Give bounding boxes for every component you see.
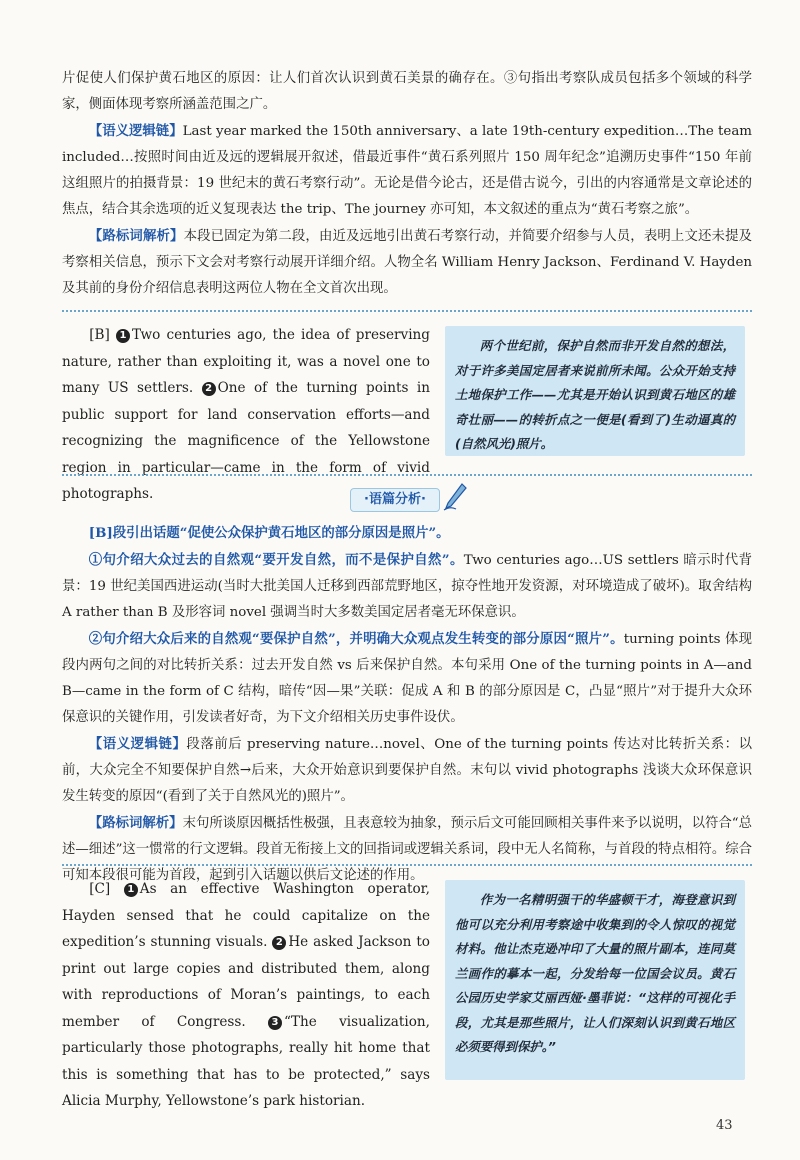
logic-text: 段落前后 preserving nature…novel、One of the turning points 传达对比转折关系：以前，大众完全不知要保护自然→后来，大众开始意识到要保护自然。末句以 vivid photographs 浅谈大众环保意识发生转变的原因“(看到了关于自然风光的)照片”。 [62, 737, 752, 804]
sentence: One of the turning points in public support for land conservation efforts—and recognizing the magnificence of the Yellowstone region in particular—came in the form of vivid photographs. [62, 380, 430, 502]
sentence: Two centuries ago, the idea of preserving nature, rather than exploiting it, was a novel one to many US settlers. [62, 327, 430, 396]
sign-tag: 【路标词解析】 [88, 228, 184, 244]
sentence-number: 1 [124, 883, 138, 897]
analysis-point-2 [62, 626, 752, 731]
translation-text: 作为一名精明强干的华盛顿干才，海登意识到他可以充分利用考察途中收集到的令人惊叹的视觉材料。他让杰克逊冲印了大量的照片副本，连同莫兰画作的摹本一起，分发给每一位国会议员。黄石公园历史学家艾丽西娅·墨菲说：“这样的可视化手段，尤其是那些照片，让人们深刻认识到黄石地区必须要得到保护。” [455, 892, 735, 1054]
intro-sign-paragraph [62, 223, 752, 302]
intro-line: 片促使人们保护黄石地区的原因：让人们首次认识到黄石美景的确存在。③句指出考察队成员包括多个领域的科学家，侧面体现考察所涵盖范围之广。 [62, 71, 752, 112]
logic-text: Last year marked the 150th anniversary、a late 19th-century expedition…The team included…按照时间由近及远的逻辑展开叙述，借最近事件“黄石系列照片 150 周年纪念”追溯历史事件“150 年前这组照片的拍摄背景：19 世纪末的黄石考察行动”。无论是借今论古，还是借古说今，引出的内容通常是文章论述的焦点，结合其余选项的近义复现表达 the trip、The journey 亦可知，本文叙述的重点为“黄石考察之旅”。 [62, 124, 753, 217]
sentence: “The visualization, particularly those photographs, really hit home that this is something that has to be protected,” says Alicia Murphy, Yellowstone’s park historian. [62, 1013, 430, 1109]
analysis-intro [62, 520, 752, 547]
logic-tag: 【语义逻辑链】 [88, 736, 187, 752]
point-2-heading: ②句介绍大众后来的自然观“要保护自然”，并明确大众观点发生转变的部分原因“照片”。 [88, 631, 624, 647]
analysis-heading-label: ·语篇分析· [350, 488, 440, 512]
intro-section [62, 66, 752, 302]
divider [62, 474, 752, 476]
sign-text: 末句所谈原因概括性极强，且表意较为抽象，预示后文可能回顾相关事件来予以说明，以符合“总述—细述”这一惯常的行文逻辑。段首无衔接上文的回指词或逻辑关系词，段中无人名简称，与首段的特点相符。综合可知本段很可能为首段，起到引入话题以供后文论述的作用。 [62, 816, 752, 883]
sentence-number: 1 [116, 329, 130, 343]
paragraph-b-english [62, 322, 430, 508]
sign-tag: 【路标词解析】 [88, 815, 183, 831]
analysis-point-1 [62, 547, 752, 626]
sentence: He asked Jackson to print out large copies and distributed them, along with reproductions of Moran’s paintings, to each member of Congress. [62, 934, 430, 1030]
analysis-heading [330, 488, 470, 512]
sentence: As an effective Washington operator, Hayden sensed that he could capitalize on the expedition’s stunning visuals. [62, 881, 431, 950]
pen-icon [442, 482, 468, 512]
divider [62, 310, 752, 312]
logic-tag: 【语义逻辑链】 [88, 123, 183, 139]
page-number: 43 [716, 1118, 733, 1133]
paragraph-c-text [62, 876, 430, 1115]
translation-text: 两个世纪前，保护自然而非开发自然的想法，对于许多美国定居者来说前所未闻。公众开始支持土地保护工作——尤其是开始认识到黄石地区的雄奇壮丽——的转折点之一便是(看到了)生动逼真的(自然风光)照片。 [455, 338, 735, 451]
point-2-text: turning points 体现段内两句之间的对比转折关系：过去开发自然 vs 后来保护自然。本句采用 One of the turning points in A—and B—came in the form of C 结构，暗传“因—果”关联：促成 A 和 B 的部分原因是 C，凸显“照片”对于提升大众环保意识的关键作用，引发读者好奇，为下文介绍相关历史事件设伏。 [62, 632, 752, 725]
sentence-number: 3 [268, 1016, 282, 1030]
intro-logic-paragraph [62, 118, 752, 223]
sentence-number: 2 [272, 936, 286, 950]
analysis-intro-text: [B]段引出话题“促使公众保护黄石地区的部分原因是照片”。 [88, 525, 450, 541]
point-1-text: Two centuries ago…US settlers 暗示时代背景：19 世纪美国西进运动(当时大批美国人迁移到西部荒野地区，掠夺性地开发资源，对环境造成了破坏)。取舍结构 A rather than B 及形容词 novel 强调当时大多数美国定居者毫无环保意识。 [62, 553, 752, 620]
divider [62, 864, 752, 866]
analysis-logic-paragraph [62, 731, 752, 810]
sentence-number: 2 [202, 382, 216, 396]
point-1-heading: ①句介绍大众过去的自然观“要开发自然，而不是保护自然”。 [88, 552, 464, 568]
sign-text: 本段已固定为第二段，由近及远地引出黄石考察行动，并简要介绍参与人员，表明上文还未提及考察相关信息，预示下文会对考察行动展开详细介绍。人物全名 William Henry Jackson、Ferdinand V. Hayden 及其前的身份介绍信息表明这两位人物在全文首次出现。 [62, 229, 752, 296]
paragraph-c-english [62, 876, 430, 1115]
analysis-section [62, 520, 752, 889]
paragraph-label: [B] [89, 327, 110, 343]
paragraph-b-translation [445, 326, 745, 456]
paragraph-b-text [62, 322, 430, 508]
paragraph-c-translation [445, 880, 745, 1080]
paragraph-label: [C] [89, 881, 111, 897]
